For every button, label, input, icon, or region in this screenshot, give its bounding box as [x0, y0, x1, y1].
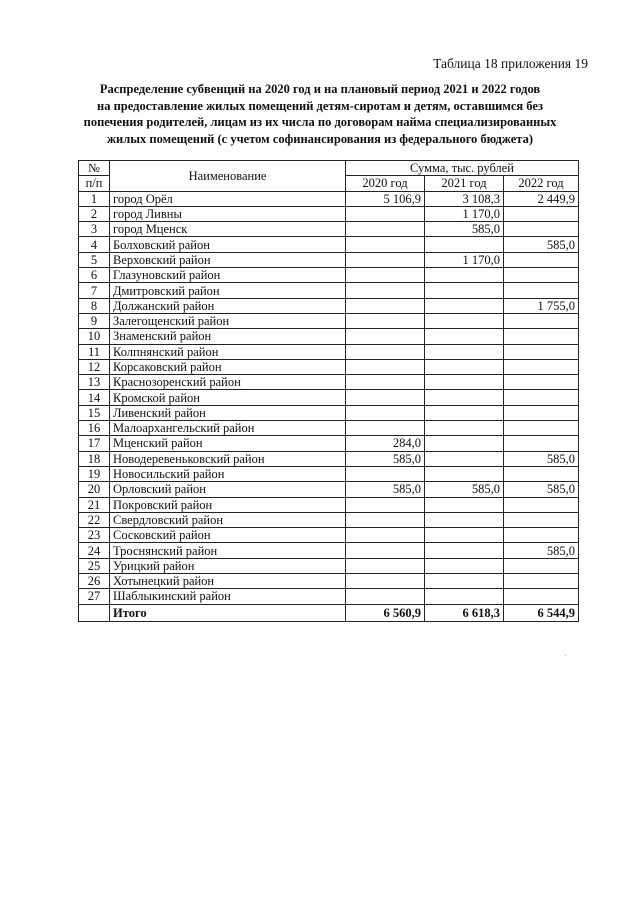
- row-value-2021: [425, 283, 504, 298]
- row-value-2022: 1 755,0: [504, 298, 579, 313]
- row-number: 4: [79, 237, 110, 252]
- row-value-2020: [346, 589, 425, 604]
- row-value-2021: [425, 344, 504, 359]
- row-value-2022: 585,0: [504, 482, 579, 497]
- row-value-2022: [504, 283, 579, 298]
- row-name: город Мценск: [110, 222, 346, 237]
- row-value-2021: 3 108,3: [425, 191, 504, 206]
- row-name: Свердловский район: [110, 512, 346, 527]
- row-value-2021: [425, 390, 504, 405]
- title-line: Распределение субвенций на 2020 год и на плановый период 2021 и 2022 годов: [99, 82, 541, 96]
- row-name: Корсаковский район: [110, 359, 346, 374]
- total-num-cell: [79, 604, 110, 621]
- row-value-2020: [346, 359, 425, 374]
- row-number: 26: [79, 574, 110, 589]
- table-row: [79, 512, 579, 527]
- title-line: на предоставление жилых помещений детям-сиротам и детям, оставшимся без: [97, 98, 543, 113]
- table-row: [79, 313, 579, 328]
- row-name: Орловский район: [110, 482, 346, 497]
- header-num-sub: п/п: [79, 176, 110, 191]
- row-value-2020: [346, 268, 425, 283]
- row-value-2020: [346, 466, 425, 481]
- row-value-2020: [346, 512, 425, 527]
- table-row: [79, 206, 579, 221]
- table-reference: Таблица 18 приложения 19: [433, 56, 588, 71]
- table-row: [79, 466, 579, 481]
- row-number: 18: [79, 451, 110, 466]
- row-value-2022: [504, 558, 579, 573]
- row-number: 13: [79, 375, 110, 390]
- row-number: 1: [79, 191, 110, 206]
- header-year-2021: 2021 год: [425, 176, 504, 191]
- row-number: 22: [79, 512, 110, 527]
- row-value-2020: [346, 344, 425, 359]
- row-number: 16: [79, 421, 110, 436]
- row-name: Кромской район: [110, 390, 346, 405]
- row-value-2021: [425, 436, 504, 451]
- row-number: 15: [79, 405, 110, 420]
- header-year-2022: 2022 год: [504, 176, 579, 191]
- table-row: [79, 451, 579, 466]
- row-value-2021: [425, 558, 504, 573]
- row-value-2022: [504, 344, 579, 359]
- row-value-2020: [346, 375, 425, 390]
- row-value-2020: 5 106,9: [346, 191, 425, 206]
- total-label: Итого: [110, 604, 346, 621]
- row-name: Троснянский район: [110, 543, 346, 558]
- row-number: 27: [79, 589, 110, 604]
- row-number: 24: [79, 543, 110, 558]
- row-value-2021: [425, 359, 504, 374]
- row-value-2020: [346, 421, 425, 436]
- row-value-2021: [425, 405, 504, 420]
- row-number: 5: [79, 252, 110, 267]
- row-value-2020: [346, 405, 425, 420]
- table-row: [79, 375, 579, 390]
- table-row: [79, 436, 579, 451]
- table-row: [79, 252, 579, 267]
- row-value-2022: [504, 390, 579, 405]
- table-row: [79, 298, 579, 313]
- table-row: [79, 237, 579, 252]
- row-value-2021: 585,0: [425, 482, 504, 497]
- row-name: Залегощенский район: [110, 313, 346, 328]
- row-value-2021: 585,0: [425, 222, 504, 237]
- row-name: Урицкий район: [110, 558, 346, 573]
- row-value-2022: [504, 252, 579, 267]
- row-name: Новосильский район: [110, 466, 346, 481]
- row-value-2022: [504, 528, 579, 543]
- row-value-2022: [504, 574, 579, 589]
- table-row: [79, 268, 579, 283]
- row-value-2021: [425, 237, 504, 252]
- subvention-table: [78, 160, 579, 622]
- row-name: Сосковский район: [110, 528, 346, 543]
- row-number: 23: [79, 528, 110, 543]
- row-value-2021: [425, 574, 504, 589]
- row-value-2020: 585,0: [346, 451, 425, 466]
- row-value-2020: [346, 574, 425, 589]
- row-value-2020: [346, 206, 425, 221]
- row-number: 3: [79, 222, 110, 237]
- row-value-2020: [346, 298, 425, 313]
- header-sum: Сумма, тыс. рублей: [346, 161, 579, 176]
- header-num: №: [79, 161, 110, 176]
- row-number: 20: [79, 482, 110, 497]
- row-value-2022: 585,0: [504, 451, 579, 466]
- row-name: Глазуновский район: [110, 268, 346, 283]
- row-value-2020: [346, 528, 425, 543]
- header-year-2020: 2020 год: [346, 176, 425, 191]
- row-value-2022: [504, 375, 579, 390]
- table-row: [79, 405, 579, 420]
- row-value-2020: [346, 237, 425, 252]
- row-value-2021: [425, 451, 504, 466]
- row-number: 17: [79, 436, 110, 451]
- row-value-2021: 1 170,0: [425, 252, 504, 267]
- scan-speck: [565, 655, 566, 656]
- row-value-2020: 284,0: [346, 436, 425, 451]
- table-row: [79, 528, 579, 543]
- row-number: 21: [79, 497, 110, 512]
- row-name: Дмитровский район: [110, 283, 346, 298]
- row-value-2020: [346, 390, 425, 405]
- table-row: [79, 574, 579, 589]
- row-value-2021: [425, 528, 504, 543]
- table-row: [79, 482, 579, 497]
- row-value-2020: [346, 497, 425, 512]
- row-value-2021: [425, 329, 504, 344]
- row-value-2022: 585,0: [504, 543, 579, 558]
- table-row: [79, 191, 579, 206]
- row-value-2021: 1 170,0: [425, 206, 504, 221]
- row-name: Новодеревеньковский район: [110, 451, 346, 466]
- table-row: [79, 421, 579, 436]
- row-value-2022: [504, 589, 579, 604]
- row-value-2022: [504, 512, 579, 527]
- row-value-2021: [425, 298, 504, 313]
- table-row: [79, 558, 579, 573]
- table-row: [79, 283, 579, 298]
- table-row: [79, 359, 579, 374]
- row-number: 8: [79, 298, 110, 313]
- row-name: Хотынецкий район: [110, 574, 346, 589]
- row-value-2020: [346, 558, 425, 573]
- row-number: 10: [79, 329, 110, 344]
- row-value-2020: [346, 313, 425, 328]
- row-value-2020: [346, 283, 425, 298]
- row-value-2020: [346, 329, 425, 344]
- row-name: Должанский район: [110, 298, 346, 313]
- row-name: Краснозоренский район: [110, 375, 346, 390]
- table-row: [79, 543, 579, 558]
- row-name: Малоархангельский район: [110, 421, 346, 436]
- table-row: [79, 329, 579, 344]
- row-name: город Ливны: [110, 206, 346, 221]
- row-value-2022: [504, 313, 579, 328]
- row-number: 12: [79, 359, 110, 374]
- row-value-2022: [504, 359, 579, 374]
- row-name: Колпнянский район: [110, 344, 346, 359]
- row-name: Шаблыкинский район: [110, 589, 346, 604]
- total-2021: 6 618,3: [425, 604, 504, 621]
- row-value-2021: [425, 589, 504, 604]
- row-value-2021: [425, 375, 504, 390]
- row-name: город Орёл: [110, 191, 346, 206]
- row-name: Знаменский район: [110, 329, 346, 344]
- total-2020: 6 560,9: [346, 604, 425, 621]
- row-value-2022: [504, 206, 579, 221]
- row-number: 2: [79, 206, 110, 221]
- document-title: [60, 81, 580, 147]
- header-name: Наименование: [110, 161, 346, 192]
- row-value-2021: [425, 466, 504, 481]
- title-line: попечения родителей, лицам из их числа по договорам найма специализированных: [83, 115, 557, 129]
- row-value-2022: [504, 405, 579, 420]
- table-row: [79, 390, 579, 405]
- row-value-2022: [504, 497, 579, 512]
- row-number: 11: [79, 344, 110, 359]
- row-value-2021: [425, 512, 504, 527]
- row-name: Болховский район: [110, 237, 346, 252]
- table-row: [79, 589, 579, 604]
- row-value-2022: [504, 268, 579, 283]
- row-value-2021: [425, 421, 504, 436]
- row-value-2022: [504, 466, 579, 481]
- row-value-2020: [346, 222, 425, 237]
- row-name: Мценский район: [110, 436, 346, 451]
- row-value-2021: [425, 313, 504, 328]
- row-value-2022: [504, 436, 579, 451]
- row-value-2021: [425, 497, 504, 512]
- total-row: [79, 604, 579, 621]
- row-value-2022: [504, 421, 579, 436]
- row-name: Ливенский район: [110, 405, 346, 420]
- table-row: [79, 497, 579, 512]
- row-value-2022: [504, 329, 579, 344]
- row-value-2021: [425, 543, 504, 558]
- row-value-2020: [346, 543, 425, 558]
- row-number: 14: [79, 390, 110, 405]
- row-value-2022: [504, 222, 579, 237]
- row-value-2020: [346, 252, 425, 267]
- row-number: 25: [79, 558, 110, 573]
- row-value-2022: 585,0: [504, 237, 579, 252]
- row-name: Покровский район: [110, 497, 346, 512]
- row-value-2020: 585,0: [346, 482, 425, 497]
- row-number: 19: [79, 466, 110, 481]
- row-value-2021: [425, 268, 504, 283]
- table-row: [79, 222, 579, 237]
- row-number: 7: [79, 283, 110, 298]
- total-2022: 6 544,9: [504, 604, 579, 621]
- title-line: жилых помещений (с учетом софинансирования из федерального бюджета): [106, 131, 533, 146]
- table-row: [79, 344, 579, 359]
- row-number: 9: [79, 313, 110, 328]
- row-name: Верховский район: [110, 252, 346, 267]
- row-number: 6: [79, 268, 110, 283]
- row-value-2022: 2 449,9: [504, 191, 579, 206]
